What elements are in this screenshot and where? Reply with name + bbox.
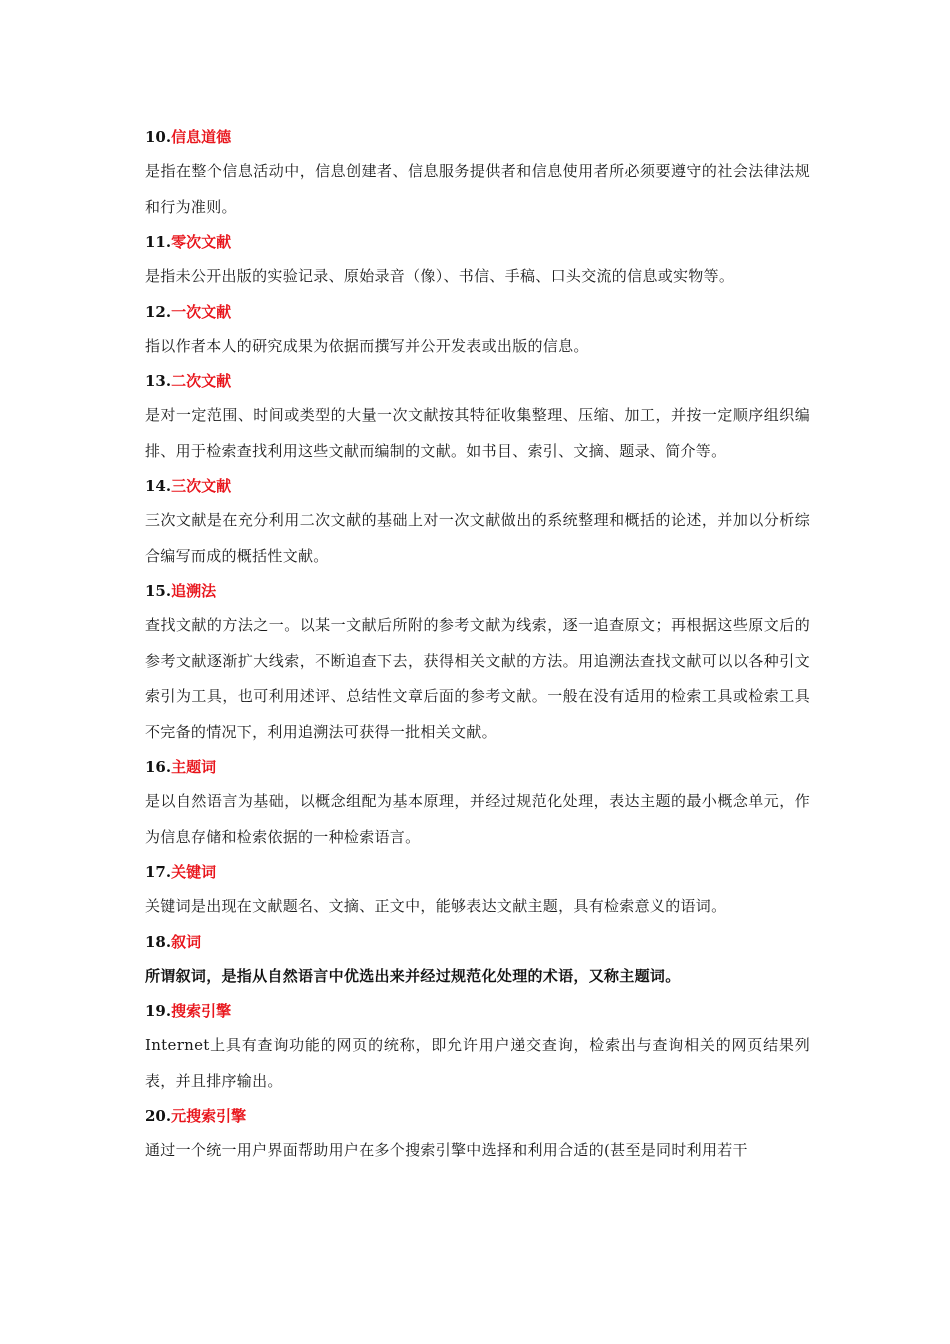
entry-term: 元搜索引擎	[171, 1107, 247, 1125]
entry-term: 零次文献	[171, 233, 232, 251]
entry-number: 18.	[145, 932, 172, 951]
entry-term: 主题词	[171, 758, 217, 776]
glossary-entry-19	[145, 994, 810, 1099]
entry-heading	[145, 855, 810, 889]
glossary-entry-13	[145, 364, 810, 469]
entry-number: 12.	[145, 302, 172, 321]
entry-term: 三次文献	[171, 477, 232, 495]
entry-definition: 是指未公开出版的实验记录、原始录音（像）、书信、手稿、口头交流的信息或实物等。	[145, 267, 735, 285]
entry-definition: Internet上具有查询功能的网页的统称，即允许用户递交查询，检索出与查询相关的网页结果列表，并且排序输出。	[145, 1036, 810, 1090]
entry-definition: 关键词是出现在文献题名、文摘、正文中，能够表达文献主题，具有检索意义的语词。	[145, 897, 727, 915]
entry-number: 11.	[145, 233, 172, 251]
entry-definition: 是以自然语言为基础，以概念组配为基本原理，并经过规范化处理，表达主题的最小概念单元，作为信息存储和检索依据的一种检索语言。	[145, 792, 810, 846]
entry-term: 信息道德	[171, 128, 232, 146]
entry-term: 叙词	[171, 932, 202, 951]
entry-definition: 是指在整个信息活动中，信息创建者、信息服务提供者和信息使用者所必须要遵守的社会法律法规和行为准则。	[145, 162, 810, 216]
entry-term: 关键词	[171, 863, 217, 881]
glossary-entry-18	[145, 925, 810, 995]
glossary-entry-12	[145, 295, 810, 365]
entry-definition: 是对一定范围、时间或类型的大量一次文献按其特征收集整理、压缩、加工，并按一定顺序组织编排、用于检索查找利用这些文献而编制的文献。如书目、索引、文摘、题录、简介等。	[145, 406, 810, 460]
entry-heading	[145, 1099, 810, 1133]
entry-number: 17.	[145, 863, 172, 881]
glossary-entry-20	[145, 1099, 810, 1169]
entry-heading	[145, 295, 810, 329]
entry-number: 20.	[145, 1107, 172, 1125]
entry-number: 14.	[145, 477, 172, 495]
entry-number: 16.	[145, 758, 172, 776]
entry-term: 搜索引擎	[171, 1002, 232, 1020]
glossary-entry-14	[145, 469, 810, 574]
entry-heading	[145, 225, 810, 259]
entry-definition: 查找文献的方法之一。以某一文献后所附的参考文献为线索，逐一追查原文；再根据这些原文后的参考文献逐渐扩大线索，不断追查下去，获得相关文献的方法。用追溯法查找文献可以以各种引文索引为工具，也可利用述评、总结性文章后面的参考文献。一般在没有适用的检索工具或检索工具不完备的情况下，利用追溯法可获得一批相关文献。	[145, 616, 810, 741]
entry-number: 10.	[145, 128, 172, 146]
glossary-entry-15	[145, 574, 810, 750]
entry-heading	[145, 574, 810, 608]
entry-number: 15.	[145, 582, 172, 600]
entry-heading	[145, 120, 810, 154]
entry-heading	[145, 364, 810, 398]
entry-heading	[145, 925, 810, 959]
entry-heading	[145, 994, 810, 1028]
glossary-entry-10	[145, 120, 810, 225]
entry-heading	[145, 750, 810, 784]
entry-definition: 三次文献是在充分利用二次文献的基础上对一次文献做出的系统整理和概括的论述，并加以分析综合编写而成的概括性文献。	[145, 511, 810, 565]
glossary-content	[145, 120, 810, 1169]
entry-term: 一次文献	[171, 302, 232, 321]
entry-number: 13.	[145, 372, 172, 390]
entry-term: 追溯法	[171, 582, 217, 600]
glossary-entry-11	[145, 225, 810, 295]
entry-heading	[145, 469, 810, 503]
glossary-entry-17	[145, 855, 810, 925]
entry-term: 二次文献	[171, 372, 232, 390]
entry-definition: 所谓叙词，是指从自然语言中优选出来并经过规范化处理的术语，又称主题词。	[145, 966, 681, 985]
entry-definition: 通过一个统一用户界面帮助用户在多个搜索引擎中选择和利用合适的(甚至是同时利用若干	[145, 1141, 748, 1159]
entry-definition: 指以作者本人的研究成果为依据而撰写并公开发表或出版的信息。	[145, 336, 589, 355]
glossary-entry-16	[145, 750, 810, 855]
entry-number: 19.	[145, 1002, 172, 1020]
